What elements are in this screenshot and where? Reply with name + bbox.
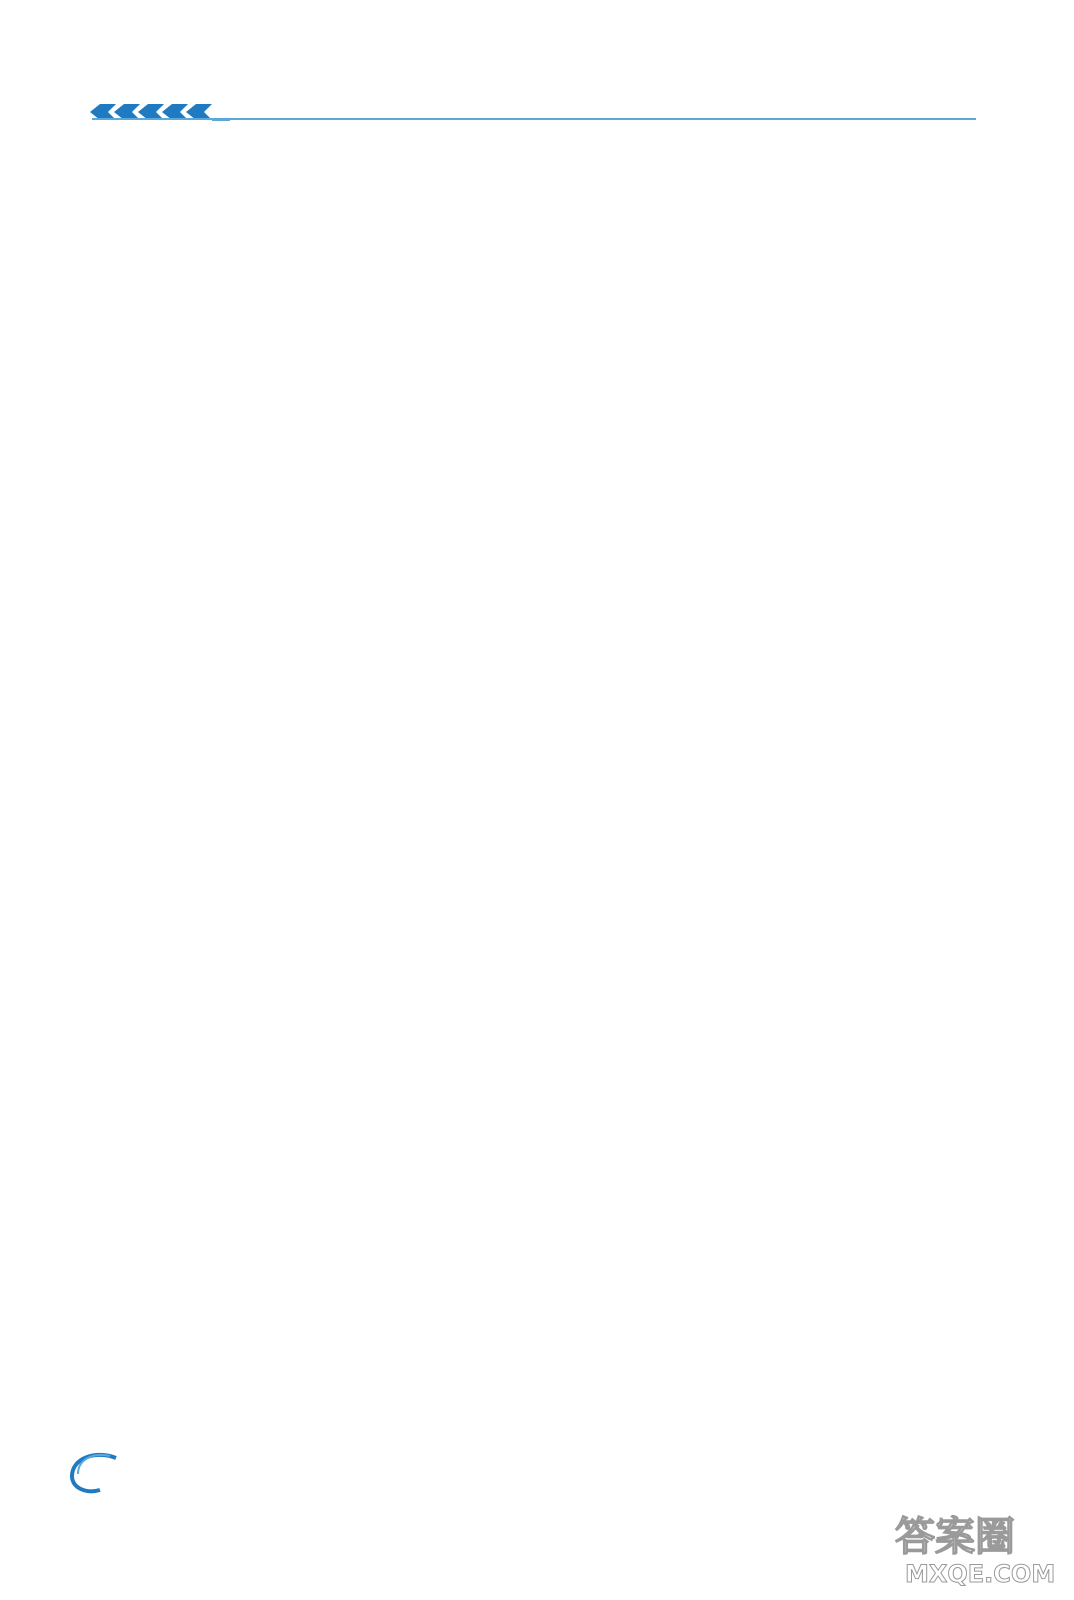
watermark-logo: [885, 1500, 1060, 1590]
essay-heading-row: [92, 138, 982, 171]
svg-text:MXQE.COM: MXQE.COM: [905, 1560, 1056, 1588]
page-header: [0, 78, 1074, 128]
page-number-swirl-icon: [66, 1450, 122, 1494]
header-rule: [92, 118, 976, 120]
svg-text:答案圈: 答案圈: [895, 1514, 1015, 1560]
page-content: [92, 138, 982, 183]
